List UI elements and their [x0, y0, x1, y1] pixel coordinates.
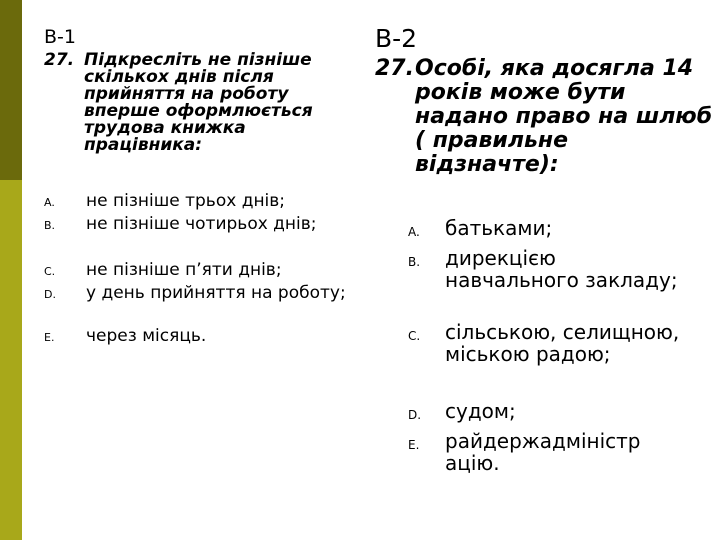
- question-text: Особі, яка досягла 14 років може бути надано право на шлюб ( правильне відзначте):: [415, 56, 713, 177]
- option-text: не пізніше чотирьох днів;: [86, 214, 317, 234]
- option-letter: C.: [44, 265, 56, 278]
- side-bar-light: [0, 180, 22, 540]
- side-bar-dark: [0, 0, 22, 180]
- option-text: дирекцією навчального закладу;: [445, 246, 678, 292]
- option-letter: B.: [44, 219, 56, 232]
- option-letter: B.: [408, 255, 421, 269]
- variant-1-label: В-1: [44, 26, 76, 48]
- option-letter: A.: [408, 225, 420, 239]
- option-letter: A.: [44, 196, 55, 209]
- option-text: не пізніше трьох днів;: [86, 191, 286, 211]
- option-text: райдержадміністр ацію.: [445, 429, 641, 475]
- option-text: сільською, селищною, міською радою;: [445, 320, 680, 366]
- option-letter: D.: [408, 408, 422, 422]
- option-text: судом;: [445, 399, 516, 423]
- option-text: не пізніше п’яти днів;: [86, 260, 282, 280]
- option-text: через місяць.: [86, 326, 207, 346]
- variant-2-label: В-2: [375, 24, 418, 53]
- option-letter: C.: [408, 329, 421, 343]
- option-text: батьками;: [445, 216, 553, 240]
- option-text: у день прийняття на роботу;: [86, 283, 346, 303]
- option-letter: D.: [44, 288, 56, 301]
- option-letter: E.: [44, 331, 55, 344]
- question-number: 27.: [44, 50, 75, 70]
- question-text: Підкресліть не пізніше скількох днів після прийняття на роботу вперше оформлюється трудова книжка працівника:: [84, 50, 313, 155]
- option-letter: E.: [408, 438, 420, 452]
- question-number: 27.: [375, 56, 414, 81]
